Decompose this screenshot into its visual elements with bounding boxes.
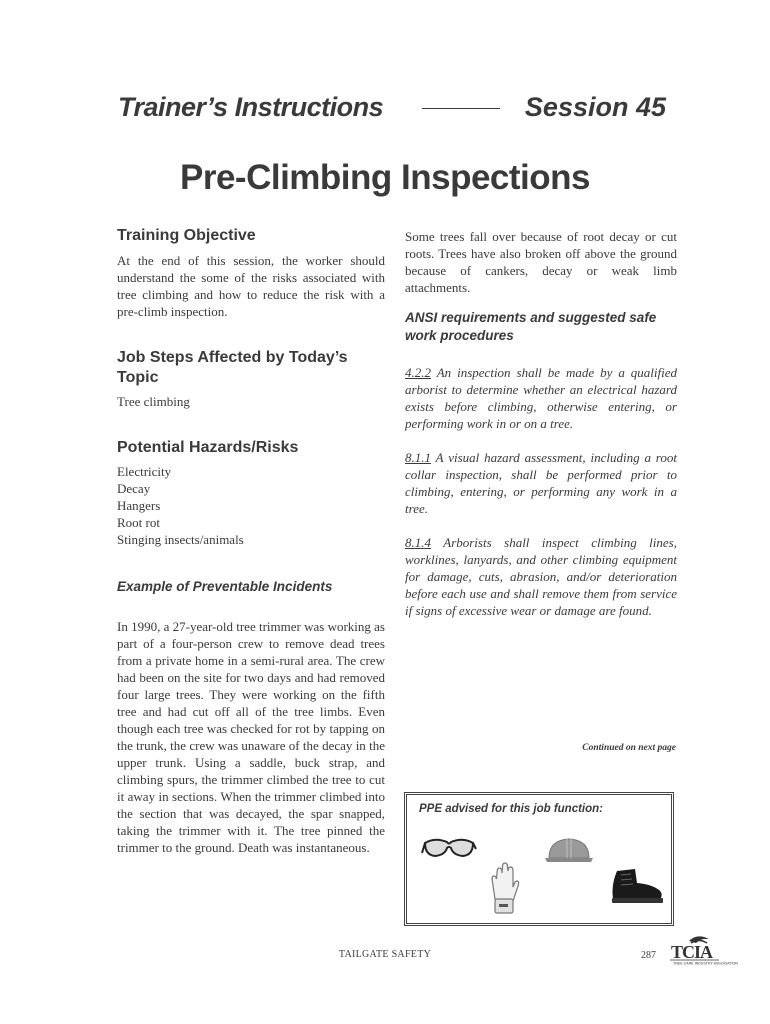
clause-number: 8.1.1: [405, 450, 431, 465]
right-column: [405, 228, 677, 619]
glove-icon: [487, 859, 521, 915]
safety-glasses-icon: [421, 833, 477, 861]
work-boot-icon: [607, 867, 665, 905]
tcia-logo-icon: [669, 935, 738, 966]
intro-text: Some trees fall over because of root decay or cut roots. Trees have also broken off above the ground because of cankers, decay or weak limb attachments.: [405, 229, 677, 295]
clause-number: 4.2.2: [405, 365, 431, 380]
clause-text: An inspection shall be made by a qualified arborist to determine whether an electrical hazard exists before climbing, otherwise entering, or performing work in or on a tree.: [405, 365, 677, 431]
page-number: 287: [641, 950, 656, 961]
training-objective-section: [117, 226, 385, 320]
hazards-list: [117, 463, 385, 548]
hazards-section: [117, 438, 385, 548]
clause-8-1-4: [405, 534, 677, 619]
svg-text:TREE CARE INDUSTRY ASSOCIATION: TREE CARE INDUSTRY ASSOCIATION: [673, 961, 738, 966]
ppe-label: PPE advised for this job function:: [419, 803, 604, 815]
hazard-item: Stinging insects/animals: [117, 532, 244, 547]
hazard-item: Hangers: [117, 498, 161, 513]
session-header: [118, 92, 666, 132]
header-trainers-instructions: Trainer’s Instructions: [118, 92, 384, 122]
clause-text: Arborists shall inspect climbing lines, worklines, lanyards, and other climbing equipment for damage, cuts, abrasion, and/or deterioration before each use and shall remove them from service if signs of excessive wear or damage are found.: [405, 535, 677, 618]
clause-text: A visual hazard assessment, including a root collar inspection, shall be performed prior to climbing, entering, or performing any work in a tree.: [405, 450, 677, 516]
continued-note: Continued on next page: [582, 743, 676, 753]
incident-heading: Example of Preventable Incidents: [117, 579, 333, 594]
hazards-heading: Potential Hazards/Risks: [117, 439, 299, 456]
clause-number: 8.1.4: [405, 535, 431, 550]
incident-text: In 1990, a 27-year-old tree trimmer was working as part of a four-person crew to remove dead trees from a private home in a semi-rural area. The crew had been on the site for two days and had removed four large trees. They were working on the fifth tree and had cut off all of the tree limbs. Even though each tree was checked for rot by tapping on the trunk, the crew was unaware of the decay in the upper trunk. Using a saddle, buck strap, and climbing spurs, the trimmer climbed the tree to cut it away in sections. When the trimmer climbed into the section that was decayed, the spar snapped, taking the trimmer with it. The tree pinned the trimmer to the ground. Death was instantaneous.: [117, 619, 385, 855]
hazard-item: Root rot: [117, 515, 160, 530]
header-session-number: Session 45: [524, 92, 666, 122]
ppe-box: [404, 792, 674, 926]
training-objective-heading: Training Objective: [117, 227, 256, 244]
clause-8-1-1: [405, 449, 677, 517]
job-steps-section: [117, 348, 385, 410]
header-rule: [422, 108, 500, 109]
svg-text:TCIA: TCIA: [671, 942, 713, 962]
page-title: Pre-Climbing Inspections: [180, 158, 590, 197]
training-objective-text: At the end of this session, the worker should understand the some of the risks associated with tree climbing and how to reduce the risk with a pre-climb inspection.: [117, 253, 385, 319]
incident-section: [117, 578, 385, 856]
hazard-item: Decay: [117, 481, 151, 496]
hazard-item: Electricity: [117, 464, 172, 479]
job-steps-text: Tree climbing: [117, 394, 190, 409]
tcia-logo: [669, 935, 738, 970]
job-steps-heading: Job Steps Affected by Today’s Topic: [117, 349, 348, 386]
footer-title: TAILGATE SAFETY: [338, 949, 432, 960]
ansi-heading: ANSI requirements and suggested safe work procedures: [405, 310, 657, 343]
clause-4-2-2: [405, 364, 677, 432]
hard-hat-icon: [545, 835, 593, 865]
